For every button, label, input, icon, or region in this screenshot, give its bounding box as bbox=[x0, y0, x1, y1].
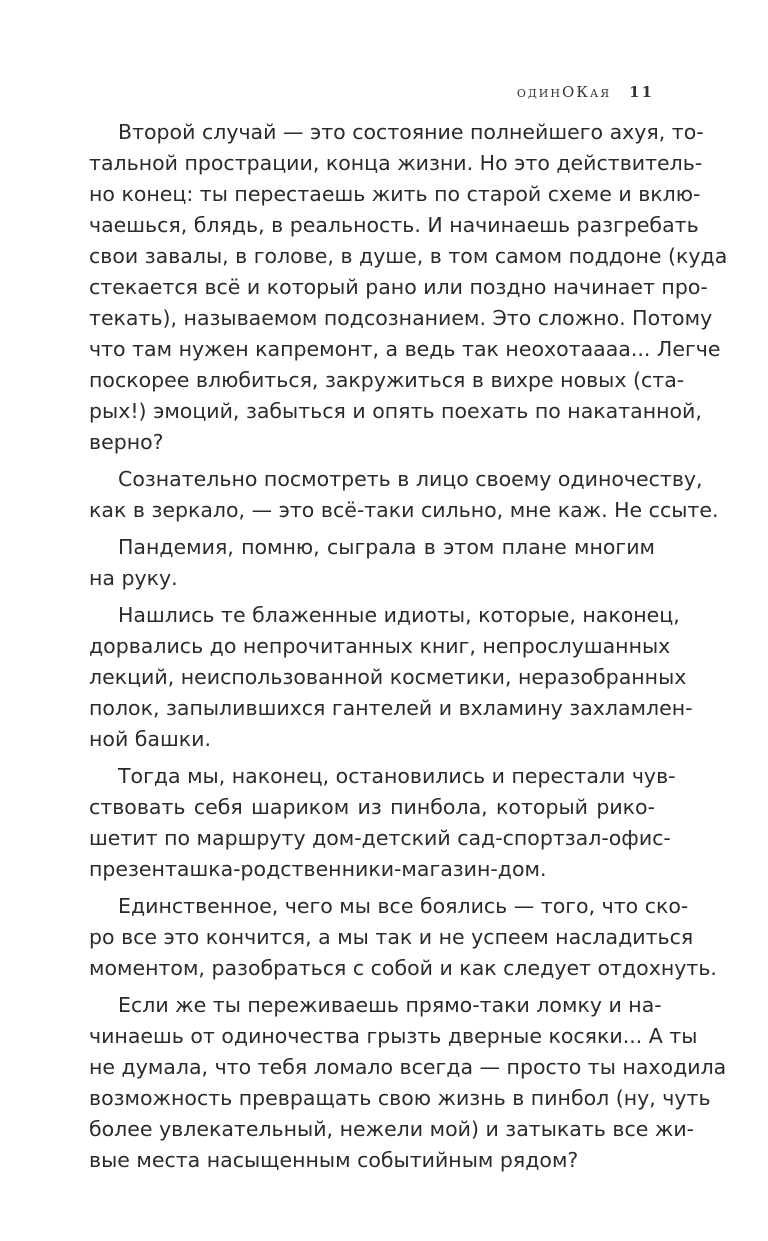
text-line: на руку. bbox=[89, 566, 178, 590]
paragraph bbox=[89, 464, 719, 526]
text-line: Пандемия, помню, сыграла в этом плане многим bbox=[118, 535, 655, 559]
text-line: текать), называемом подсознанием. Это сложно. Потому bbox=[89, 306, 713, 330]
text-line: более увлекательный, нежели мой) и затыкать все жи- bbox=[89, 1117, 695, 1141]
running-head bbox=[517, 83, 654, 101]
paragraph bbox=[89, 117, 728, 458]
text-line: поскорее влюбиться, закружиться в вихре новых (ста- bbox=[89, 368, 685, 392]
text-line: Тогда мы, наконец, остановились и перестали чув- bbox=[118, 764, 676, 788]
paragraph bbox=[89, 600, 693, 755]
text-line: свои завалы, в голове, в душе, в том самом поддоне (куда bbox=[89, 244, 728, 268]
text-line: тальной прострации, конца жизни. Но это действитель- bbox=[89, 151, 703, 175]
text-line: чинаешь от одиночества грызть дверные косяки... А ты bbox=[89, 1024, 698, 1048]
text-line: Второй случай — это состояние полнейшего ахуя, то- bbox=[118, 120, 704, 144]
text-line: Нашлись те блаженные идиоты, которые, наконец, bbox=[118, 603, 680, 627]
paragraph bbox=[89, 891, 717, 984]
text-line: верно? bbox=[89, 430, 164, 454]
text-line: возможность превращать свою жизнь в пинбол (ну, чуть bbox=[89, 1086, 711, 1110]
text-line: вые места насыщенным событийным рядом? bbox=[89, 1148, 579, 1172]
text-line: стекается всё и который рано или поздно начинает про- bbox=[89, 275, 708, 299]
text-line: презенташка-родственники-магазин-дом. bbox=[89, 857, 547, 881]
text-line: чаешься, блядь, в реальность. И начинаешь разгребать bbox=[89, 213, 699, 237]
text-line: Единственное, чего мы все боялись — того, что ско- bbox=[118, 894, 689, 918]
paragraph bbox=[89, 990, 727, 1176]
paragraph bbox=[89, 532, 655, 594]
text-line: моментом, разобраться с собой и как следует отдохнуть. bbox=[89, 956, 717, 980]
text-line: ной башки. bbox=[89, 727, 211, 751]
text-line: ствовать себя шариком из пинбола, который рико- bbox=[89, 795, 655, 819]
text-line: дорвались до непрочитанных книг, непрослушанных bbox=[89, 634, 671, 658]
text-line: рых!) эмоций, забыться и опять поехать по накатанной, bbox=[89, 399, 702, 423]
running-title: одинОКая bbox=[516, 83, 612, 101]
text-line: как в зеркало, — это всё-таки сильно, мне каж. Не ссыте. bbox=[89, 498, 719, 522]
text-line: полок, запылившихся гантелей и вхламину захламлен- bbox=[89, 696, 693, 720]
text-line: ро все это кончится, а мы так и не успеем насладиться bbox=[89, 925, 694, 949]
text-line: но конец: ты перестаешь жить по старой схеме и вклю- bbox=[89, 182, 701, 206]
text-line: что там нужен капремонт, а ведь так неохотаааа... Легче bbox=[89, 337, 721, 361]
text-line: Если же ты переживаешь прямо-таки ломку и на- bbox=[118, 993, 662, 1017]
text-line: шетит по маршруту дом-детский сад-спортзал-офис- bbox=[89, 826, 671, 850]
paragraph bbox=[89, 761, 676, 885]
text-line: Сознательно посмотреть в лицо своему одиночеству, bbox=[118, 467, 703, 491]
page-number: 11 bbox=[629, 83, 654, 101]
body-text bbox=[89, 117, 728, 1182]
text-line: лекций, неиспользованной косметики, неразобранных bbox=[89, 665, 687, 689]
text-line: не думала, что тебя ломало всегда — просто ты находила bbox=[89, 1055, 727, 1079]
